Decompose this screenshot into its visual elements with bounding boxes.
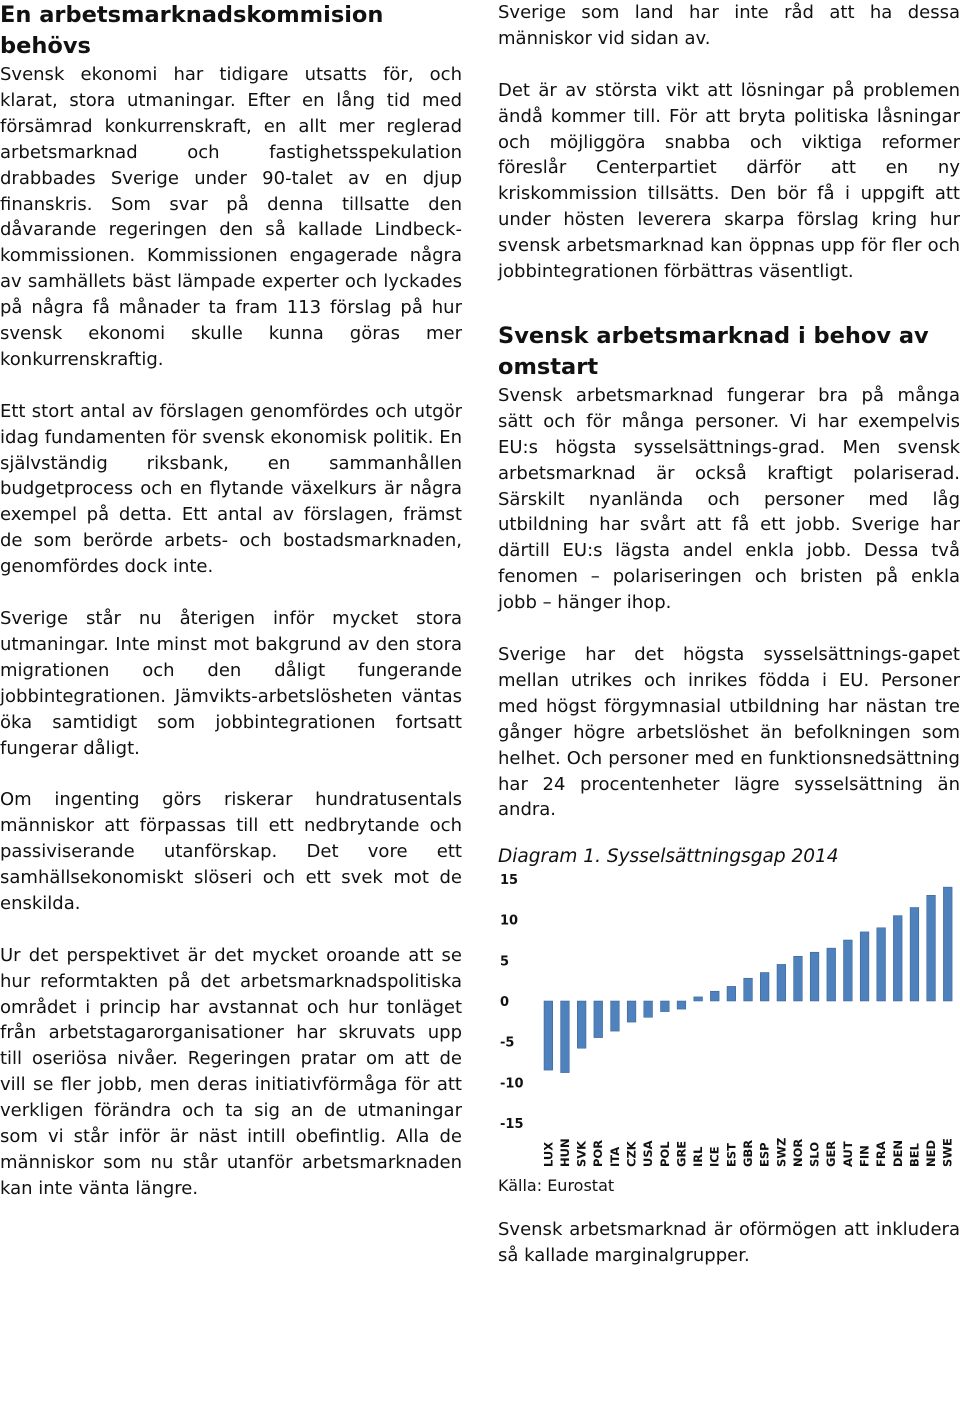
- bar-fin: [860, 932, 869, 1001]
- x-tick-label: CZK: [624, 1141, 639, 1168]
- x-tick-label: FRA: [874, 1141, 889, 1168]
- bar-ice: [710, 992, 719, 1002]
- x-tick-label: FIN: [857, 1145, 872, 1168]
- employment-gap-chart: [498, 871, 960, 1169]
- x-tick-label: BEL: [907, 1143, 922, 1168]
- paragraph: Svensk ekonomi har tidigare utsatts för, och klarat, stora utmaningar. Efter en lång tid med försämrad konkurrenskraft, en allt mer reglerad arbetsmarknad och fastighetsspekulation drabbades Sverige under 90-talet av en djup finanskris. Som svar på denna tillsatte den dåvarande regeringen den så kallade Lindbeck-kommissionen. Kommissionen engagerade några av samhällets bäst lämpade experter och lyckades på några få månader ta fram 113 förslag på hur svensk ekonomi skulle kunna göras mer konkurrenskraftig.: [0, 64, 462, 370]
- bar-bel: [910, 908, 919, 1002]
- x-tick-label: SWE: [940, 1138, 955, 1168]
- y-tick-label: 10: [500, 914, 519, 930]
- bar-slo: [810, 953, 819, 1002]
- x-tick-label: NOR: [790, 1139, 805, 1168]
- bar-est: [727, 987, 736, 1002]
- x-tick-label: NED: [924, 1140, 938, 1168]
- x-tick-label: USA: [641, 1140, 656, 1168]
- paragraph: Svensk arbetsmarknad fungerar bra på många sätt och för många personer. Vi har exempelvis EU:s högsta sysselsättnings-grad. Men svensk arbetsmarknad är också kraftigt polariserad. Särskilt nyanlända och personer med låg utbildning har svårt att få ett jobb. Sverige har därtill EU:s lägsta andel enkla jobb. Dessa två fenomen – polariseringen och bristen på enkla jobb – hänger ihop.: [498, 384, 960, 614]
- chart-source: Källa: Eurostat: [498, 1176, 615, 1196]
- x-tick-label: POL: [657, 1141, 672, 1168]
- paragraph: Sverige som land har inte råd att ha dessa människor vid sidan av.: [498, 2, 960, 49]
- x-tick-label: AUT: [840, 1141, 855, 1168]
- paragraph: Ett stort antal av förslagen genomfördes och utgör idag fundamenten för svensk ekonomisk politik. En självständig riksbank, en sammanhållen budgetprocess och en flytande växelkurs är några exempel på detta. Ett antal av förslagen, främst de som berörde arbets- och bostadsmarknaden, genomfördes dock inte.: [0, 400, 462, 578]
- y-tick-label: 5: [500, 954, 510, 970]
- x-tick-label: DEN: [890, 1140, 905, 1168]
- x-tick-label: HUN: [558, 1138, 572, 1168]
- bar-ned: [927, 896, 936, 1002]
- right-column: [498, 0, 960, 1269]
- bar-czk: [627, 1001, 636, 1022]
- bar-swz: [777, 965, 786, 1002]
- bar-esp: [760, 973, 769, 1002]
- y-tick-label: -15: [500, 1117, 524, 1133]
- paragraph: Det är av största vikt att lösningar på problemen ändå kommer till. För att bryta politiska låsningar och möjliggöra snabba och viktiga reformer föreslår Centerpartiet därför att en ny kriskommission tillsätts. Den bör få i uppgift att under hösten leverera skarpa förslag kring hur svensk arbetsmarknad kan öppnas upp för fler och jobbintegrationen förbättras väsentligt.: [498, 79, 960, 283]
- bar-swe: [943, 887, 952, 1001]
- x-tick-label: GRE: [674, 1141, 689, 1168]
- bar-lux: [544, 1001, 553, 1070]
- bar-usa: [644, 1001, 653, 1017]
- bar-gre: [677, 1001, 686, 1009]
- paragraph: Sverige står nu återigen inför mycket stora utmaningar. Inte minst mot bakgrund av den stora migrationen och den dåligt fungerande jobbintegrationen. Jämvikts-arbetslösheten väntas öka samtidigt som jobbintegrationen fortsatt fungerar dåligt.: [0, 608, 462, 759]
- paragraph: Sverige har det högsta sysselsättnings-gapet mellan utrikes och inrikes födda i EU. Personer med högst förgymnasial utbildning har nästan tre gånger högre arbetslöshet än befolkningen som helhet. Och personer med en funktionsnedsättning har 24 procentenheter lägre sysselsättning än andra.: [498, 644, 960, 821]
- section-heading: Svensk arbetsmarknad i behov av omstart: [498, 322, 929, 380]
- bar-svk: [577, 1001, 586, 1048]
- x-tick-label: ITA: [607, 1147, 622, 1168]
- left-column: [0, 0, 462, 1202]
- paragraph: Om ingenting görs riskerar hundratusentals människor att förpassas till ett nedbrytande och passiviserande utanförskap. Det vore ett samhällsekonomiskt slöseri och ett svek mot de enskilda.: [0, 789, 462, 914]
- x-tick-label: SWZ: [774, 1138, 789, 1168]
- article-heading: En arbetsmarknadskommision behövs: [0, 2, 384, 59]
- bar-fra: [877, 928, 886, 1001]
- bar-ita: [611, 1001, 620, 1031]
- x-tick-label: GER: [824, 1141, 839, 1168]
- y-tick-label: -5: [500, 1036, 515, 1052]
- bar-gbr: [744, 979, 753, 1002]
- x-tick-label: SVK: [574, 1141, 589, 1168]
- bar-den: [893, 916, 902, 1001]
- x-tick-label: ESP: [757, 1142, 772, 1168]
- paragraph: Ur det perspektivet är det mycket oroande att se hur reformtakten på det arbetsmarknadspolitiska området i princip har avstannat och hur tonläget från arbetstagarorganisationer har skruvats upp till oseriösa nivåer. Regeringen pratar om att de vill se fler jobb, men deras initiativförmåga för att verkligen förändra och ta sig an de utmaningar som vi står inför är näst intill obefintlig. Alla de människor som nu står utanför arbetsmarknaden kan inte vänta längre.: [0, 944, 462, 1199]
- y-tick-label: 15: [500, 873, 519, 889]
- y-tick-label: 0: [500, 995, 510, 1011]
- paragraph: Svensk arbetsmarknad är oförmögen att inkludera så kallade marginalgrupper.: [498, 1219, 960, 1267]
- bar-hun: [561, 1001, 570, 1073]
- bar-aut: [844, 940, 853, 1001]
- bar-irl: [694, 997, 703, 1001]
- x-tick-label: IRL: [691, 1146, 706, 1168]
- x-tick-label: ICE: [707, 1146, 722, 1168]
- x-tick-label: LUX: [541, 1142, 556, 1168]
- bar-ger: [827, 948, 836, 1001]
- chart-caption: Diagram 1. Sysselsättningsgap 2014: [498, 846, 839, 868]
- bar-nor: [794, 957, 803, 1002]
- x-tick-label: GBR: [741, 1140, 755, 1168]
- bar-por: [594, 1001, 603, 1038]
- x-tick-label: EST: [724, 1143, 739, 1168]
- y-tick-label: -10: [500, 1076, 524, 1092]
- x-tick-label: POR: [591, 1140, 606, 1168]
- x-tick-label: SLO: [807, 1142, 822, 1168]
- bar-pol: [661, 1001, 670, 1012]
